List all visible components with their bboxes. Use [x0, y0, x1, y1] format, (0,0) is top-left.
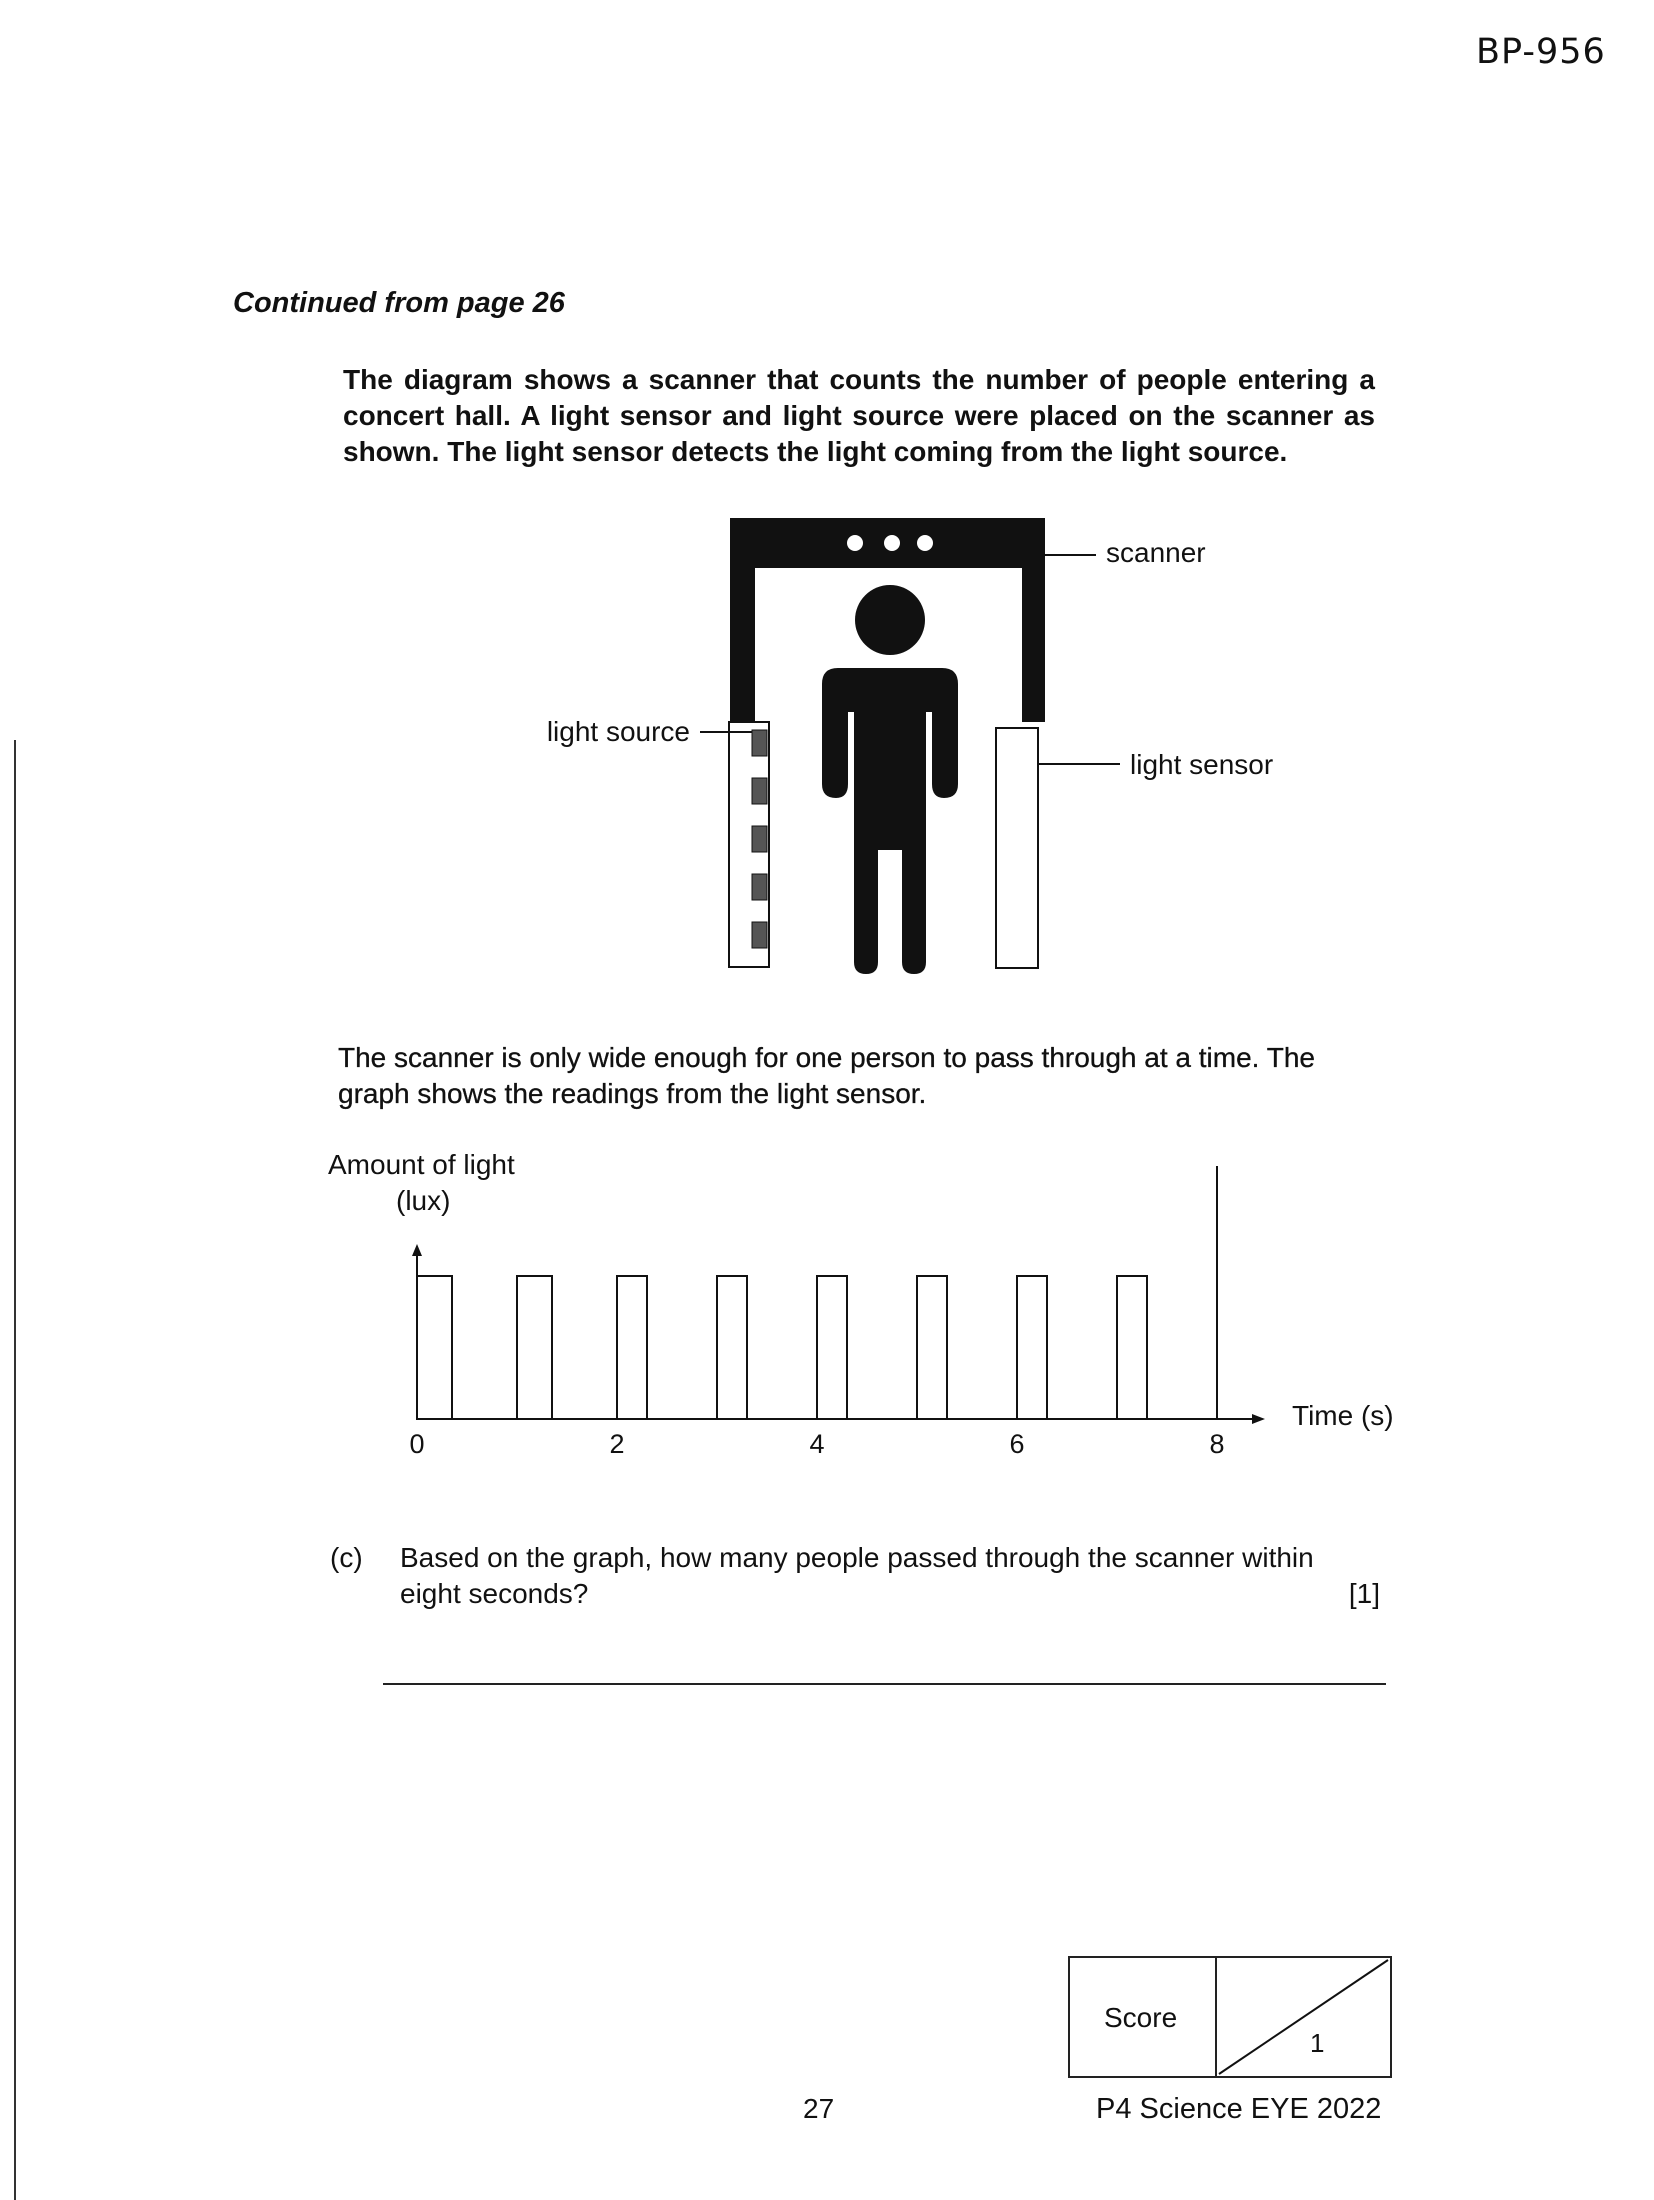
page-number: 27: [803, 2093, 835, 2124]
paper-title: P4 Science EYE 2022: [1096, 2093, 1382, 2125]
light-sensor-pillar: [996, 728, 1038, 968]
pulse-8: [1117, 1276, 1147, 1419]
paper-code: BP-956: [1476, 32, 1606, 72]
question-number: (c): [330, 1542, 363, 1573]
score-box: [1068, 1956, 1392, 2078]
light-source-label: light source: [546, 716, 690, 747]
scanner-light-1: [847, 535, 863, 551]
page-edge-line: [14, 740, 16, 2200]
intro-paragraph: The diagram shows a scanner that counts the number of people entering a concert hall. A light sensor and light source were placed on the scanner as shown. The light sensor detects the light coming from the light source.: [343, 364, 1375, 467]
y-axis-arrow: [412, 1244, 422, 1256]
light-sensor-graph: [300, 1140, 1420, 1470]
score-label: Score: [1104, 2002, 1178, 2033]
scanner-light-2: [884, 535, 900, 551]
person-silhouette: [822, 585, 958, 974]
scanner-diagram: [500, 500, 1300, 980]
question-text: Based on the graph, how many people passed through the scanner within eight seconds?: [400, 1542, 1314, 1609]
x-axis-label: Time (s): [1292, 1400, 1394, 1431]
pulse-series: [417, 1276, 1147, 1419]
x-tick-label-0: 0: [409, 1429, 425, 1459]
scanner-label: scanner: [1106, 537, 1206, 568]
score-max: 1: [1310, 2028, 1325, 2058]
graph-intro-paragraph: The scanner is only wide enough for one person to pass through at a time. The graph shows the readings from the light sensor.: [338, 1042, 1315, 1109]
pulse-4: [717, 1276, 747, 1419]
y-axis-label-line2: (lux): [396, 1185, 451, 1216]
pulse-1: [417, 1276, 452, 1419]
answer-line[interactable]: [383, 1683, 1386, 1685]
x-tick-label-8: 8: [1209, 1429, 1225, 1459]
pulse-5: [817, 1276, 847, 1419]
pulse-3: [617, 1276, 647, 1419]
x-tick-label-2: 2: [609, 1429, 625, 1459]
continued-note: Continued from page 26: [233, 287, 565, 319]
x-tick-label-4: 4: [809, 1429, 825, 1459]
x-tick-labels: [409, 1429, 1224, 1459]
score-label-cell: [1070, 1958, 1217, 2076]
question-marks: [1]: [1348, 1578, 1380, 1609]
pulse-2: [517, 1276, 552, 1419]
light-sensor-label: light sensor: [1130, 749, 1274, 780]
pulse-7: [1017, 1276, 1047, 1419]
y-axis-label-line1: Amount of light: [328, 1149, 515, 1180]
x-tick-label-6: 6: [1009, 1429, 1025, 1459]
scanner-light-3: [917, 535, 933, 551]
pulse-6: [917, 1276, 947, 1419]
score-diagonal: [1217, 1958, 1390, 2076]
x-axis-arrow: [1252, 1414, 1265, 1424]
